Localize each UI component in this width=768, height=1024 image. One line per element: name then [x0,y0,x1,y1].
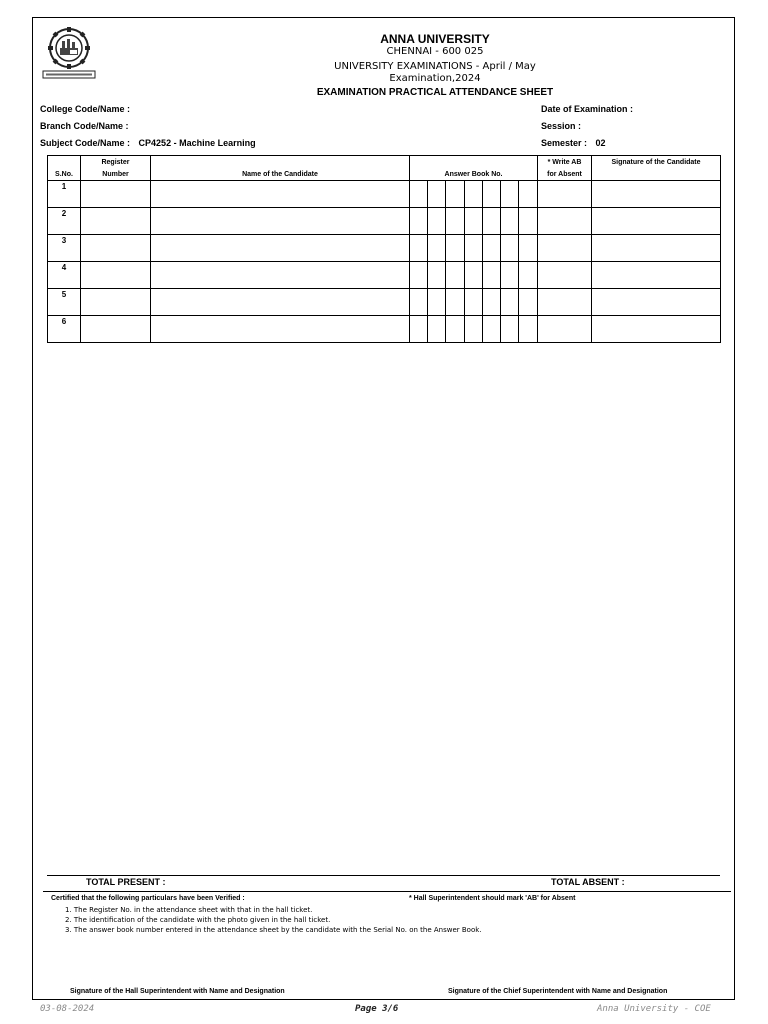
absent-note: * Hall Superintendent should mark 'AB' for Absent [409,895,576,902]
col-header-signature-blank [592,168,721,181]
answer-book-digit-cell [446,289,465,316]
sno-cell: 4 [48,262,81,289]
answer-book-digit-cell [465,235,483,262]
answer-book-digit-cell [519,235,538,262]
semester-field [541,138,606,148]
answer-book-digit-cell [483,208,501,235]
attendance-table [47,155,721,343]
absent-mark-cell [538,262,592,289]
certification-item: 3. The answer book number entered in the attendance sheet by the candidate with the Serial No. on the Answer Book. [65,926,482,934]
candidate-signature-cell [592,289,721,316]
answer-book-digit-cell [410,181,428,208]
answer-book-digit-cell [483,181,501,208]
answer-book-digit-cell [410,208,428,235]
candidate-name-cell [151,262,410,289]
register-number-cell [81,235,151,262]
answer-book-digit-cell [519,208,538,235]
university-name: ANNA UNIVERSITY [380,32,490,46]
answer-book-digit-cell [501,235,519,262]
date-field [541,104,633,114]
col-header-name: Name of the Candidate [151,156,410,181]
candidate-signature-cell [592,208,721,235]
source-label: Anna University - COE [597,1004,711,1014]
candidate-name-cell [151,316,410,343]
page-number: Page 3/6 [355,1004,399,1014]
answer-book-digit-cell [428,262,446,289]
answer-book-digit-cell [465,181,483,208]
certification-heading: Certified that the following particulars have been Verified : [51,895,245,902]
table-row [48,235,721,262]
table-row [48,262,721,289]
col-header-register-top: Register [81,156,151,169]
date-label: Date of Examination : [541,104,634,114]
totals-top-rule [47,875,720,876]
col-header-answer-book: Answer Book No. [410,156,538,181]
col-header-absent-top: * Write AB [538,156,592,169]
sno-cell: 1 [48,181,81,208]
table-row [48,181,721,208]
answer-book-digit-cell [519,289,538,316]
candidate-signature-cell [592,262,721,289]
answer-book-digit-cell [519,181,538,208]
session-label: Session : [541,121,582,131]
col-header-signature: Signature of the Candidate [592,156,721,169]
register-number-cell [81,208,151,235]
answer-book-digit-cell [519,262,538,289]
absent-mark-cell [538,181,592,208]
answer-book-digit-cell [446,181,465,208]
branch-field [40,121,129,131]
candidate-signature-cell [592,316,721,343]
col-header-register-bottom: Number [81,168,151,181]
subject-label: Subject Code/Name : [40,138,131,148]
answer-book-digit-cell [446,262,465,289]
candidate-signature-cell [592,235,721,262]
register-number-cell [81,316,151,343]
candidate-name-cell [151,181,410,208]
chief-superintendent-signature-label: Signature of the Chief Superintendent with Name and Designation [448,988,668,995]
answer-book-digit-cell [483,289,501,316]
candidate-name-cell [151,235,410,262]
answer-book-digit-cell [501,289,519,316]
table-row [48,316,721,343]
col-header-absent-bottom: for Absent [538,168,592,181]
university-city: CHENNAI - 600 025 [386,46,484,57]
answer-book-digit-cell [410,289,428,316]
total-present-label: TOTAL PRESENT : [86,877,166,887]
answer-book-digit-cell [483,235,501,262]
branch-label: Branch Code/Name : [40,121,129,131]
sno-cell: 3 [48,235,81,262]
answer-book-digit-cell [428,181,446,208]
absent-mark-cell [538,235,592,262]
sno-cell: 2 [48,208,81,235]
answer-book-digit-cell [501,208,519,235]
table-row [48,289,721,316]
absent-mark-cell [538,316,592,343]
answer-book-digit-cell [501,181,519,208]
answer-book-digit-cell [465,208,483,235]
answer-book-digit-cell [446,208,465,235]
table-row [48,208,721,235]
certification-item: 1. The Register No. in the attendance sheet with that in the hall ticket. [65,906,313,914]
answer-book-digit-cell [465,289,483,316]
answer-book-digit-cell [465,262,483,289]
answer-book-digit-cell [410,262,428,289]
answer-book-digit-cell [465,316,483,343]
answer-book-digit-cell [446,316,465,343]
answer-book-digit-cell [483,316,501,343]
register-number-cell [81,262,151,289]
college-label: College Code/Name : [40,104,131,114]
exam-session-line: UNIVERSITY EXAMINATIONS - April / May [334,61,536,72]
candidate-name-cell [151,208,410,235]
candidate-name-cell [151,289,410,316]
answer-book-digit-cell [519,316,538,343]
subject-field [40,138,256,148]
total-absent-label: TOTAL ABSENT : [551,877,625,887]
semester-label: Semester : [541,138,588,148]
certification-item: 2. The identification of the candidate with the photo given in the hall ticket. [65,916,331,924]
answer-book-digit-cell [501,316,519,343]
register-number-cell [81,181,151,208]
absent-mark-cell [538,208,592,235]
sno-cell: 5 [48,289,81,316]
university-logo [40,26,98,80]
candidate-signature-cell [592,181,721,208]
college-field [40,104,130,114]
print-date: 03-08-2024 [40,1004,95,1014]
hall-superintendent-signature-label: Signature of the Hall Superintendent with Name and Designation [70,988,285,995]
absent-mark-cell [538,289,592,316]
answer-book-digit-cell [446,235,465,262]
answer-book-digit-cell [410,316,428,343]
session-field [541,121,581,131]
answer-book-digit-cell [428,289,446,316]
register-number-cell [81,289,151,316]
answer-book-digit-cell [501,262,519,289]
sheet-title: EXAMINATION PRACTICAL ATTENDANCE SHEET [316,87,554,98]
subject-value: CP4252 - Machine Learning [138,138,256,148]
answer-book-digit-cell [483,262,501,289]
answer-book-digit-cell [410,235,428,262]
exam-year-line: Examination,2024 [389,73,481,84]
answer-book-digit-cell [428,235,446,262]
sno-cell: 6 [48,316,81,343]
semester-value: 02 [595,138,606,148]
col-header-sno: S.No. [48,156,81,181]
answer-book-digit-cell [428,208,446,235]
totals-bottom-rule [43,891,731,892]
answer-book-digit-cell [428,316,446,343]
